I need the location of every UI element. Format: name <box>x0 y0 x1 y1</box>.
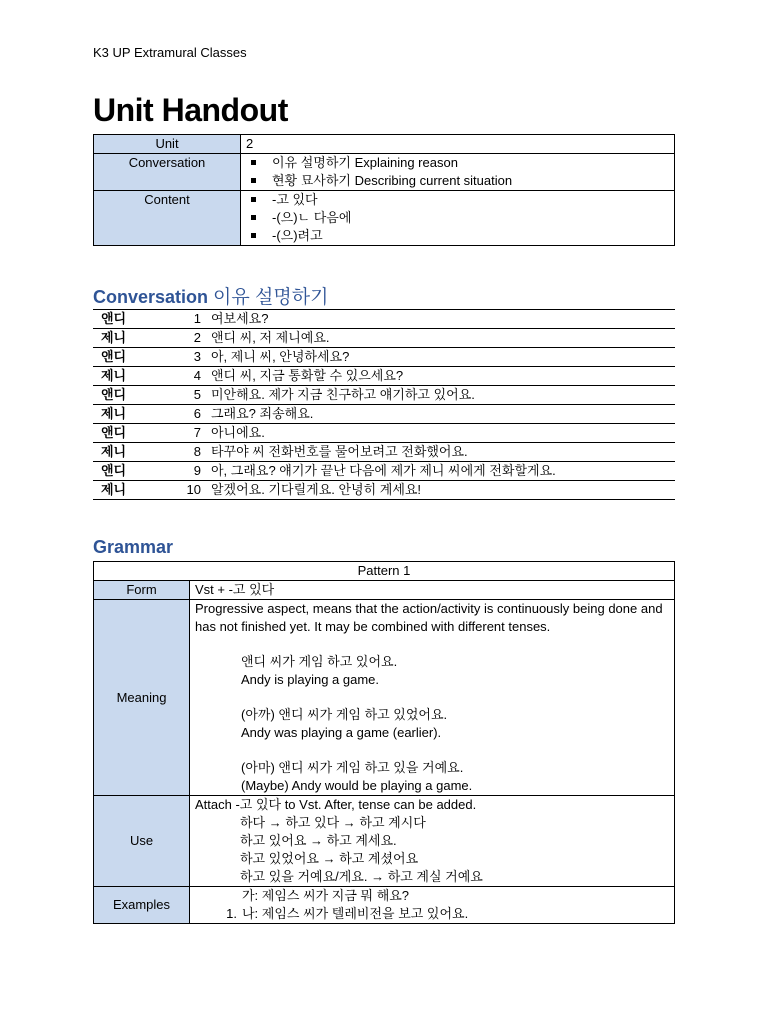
meaning-example-en: Andy was playing a game (earlier). <box>241 725 442 740</box>
content-item: -고 있다 <box>246 191 674 209</box>
line-number: 9 <box>183 462 211 481</box>
use-line: 하고 있을 거예요/게요. → 하고 계실 거예요 <box>240 869 483 884</box>
unit-row <box>94 135 675 154</box>
dialogue-line <box>93 481 675 500</box>
meaning-label: Meaning <box>94 600 190 796</box>
conversation-label: Conversation <box>94 154 241 191</box>
meaning-example-ko: 앤디 씨가 게임 하고 있어요. <box>241 654 398 669</box>
use-line: Attach -고 있다 to Vst. After, tense can be added. <box>195 797 477 812</box>
meaning-example-ko: (아마) 앤디 씨가 게임 하고 있을 거예요. <box>241 760 464 775</box>
conversation-topic: 이유 설명하기 Explaining reason <box>246 154 674 172</box>
dialogue-line <box>93 386 675 405</box>
dialogue-table <box>93 309 675 500</box>
dialogue-line <box>93 462 675 481</box>
line-text: 여보세요? <box>211 310 675 329</box>
examples-cell <box>190 887 675 924</box>
speaker-name: 제니 <box>93 405 183 424</box>
line-number: 1 <box>183 310 211 329</box>
dialogue-line <box>93 367 675 386</box>
pattern-title: Pattern 1 <box>94 562 675 581</box>
line-number: 2 <box>183 329 211 348</box>
speaker-name: 앤디 <box>93 424 183 443</box>
dialogue-line <box>93 424 675 443</box>
speaker-name: 앤디 <box>93 462 183 481</box>
speaker-name: 제니 <box>93 329 183 348</box>
speaker-name: 제니 <box>93 481 183 500</box>
example-item <box>195 887 674 923</box>
line-text: 미안해요. 제가 지금 친구하고 얘기하고 있어요. <box>211 386 675 405</box>
line-number: 6 <box>183 405 211 424</box>
conversation-heading <box>93 282 328 309</box>
line-text: 앤디 씨, 지금 통화할 수 있으세요? <box>211 367 675 386</box>
conversation-topic: 현황 묘사하기 Describing current situation <box>246 172 674 190</box>
dialogue-line <box>93 329 675 348</box>
content-label: Content <box>94 191 241 246</box>
meaning-example-ko: (아까) 앤디 씨가 게임 하고 있었어요. <box>241 707 448 722</box>
speaker-name: 앤디 <box>93 310 183 329</box>
line-number: 7 <box>183 424 211 443</box>
speaker-name: 제니 <box>93 367 183 386</box>
content-item: -(으)ㄴ 다음에 <box>246 209 674 227</box>
use-label: Use <box>94 796 190 887</box>
line-number: 5 <box>183 386 211 405</box>
meaning-description: Progressive aspect, means that the action/activity is continuously being done and has not finished yet. It may be combined with different tenses. <box>195 601 663 634</box>
dialogue-line <box>93 310 675 329</box>
dialogue-line <box>93 348 675 367</box>
form-label: Form <box>94 581 190 600</box>
line-text: 아, 그래요? 얘기가 끝난 다음에 제가 제니 씨에게 전화할게요. <box>211 462 675 481</box>
line-text: 아니에요. <box>211 424 675 443</box>
page-title: Unit Handout <box>93 92 288 128</box>
meaning-cell <box>190 600 675 796</box>
line-text: 아, 제니 씨, 안녕하세요? <box>211 348 675 367</box>
line-number: 8 <box>183 443 211 462</box>
content-row <box>94 191 675 246</box>
speaker-name: 앤디 <box>93 348 183 367</box>
line-text: 그래요? 죄송해요. <box>211 405 675 424</box>
use-cell <box>190 796 675 887</box>
conversation-topic-list <box>246 154 674 190</box>
content-item: -(으)려고 <box>246 227 674 245</box>
example-number: 1. <box>226 906 237 921</box>
use-line: 하고 있어요 → 하고 계세요. <box>240 833 397 848</box>
meaning-example-en: Andy is playing a game. <box>241 672 380 687</box>
line-number: 4 <box>183 367 211 386</box>
examples-list <box>195 887 674 923</box>
unit-label: Unit <box>94 135 241 154</box>
conversation-row <box>94 154 675 191</box>
line-number: 3 <box>183 348 211 367</box>
header-org: K3 UP Extramural Classes <box>93 45 247 60</box>
form-value: Vst + -고 있다 <box>190 581 675 600</box>
grammar-heading: Grammar <box>93 537 174 557</box>
examples-label: Examples <box>94 887 190 924</box>
example-line: 가: 제임스 씨가 지금 뭐 해요? <box>242 888 410 903</box>
line-text: 앤디 씨, 저 제니예요. <box>211 329 675 348</box>
speaker-name: 제니 <box>93 443 183 462</box>
unit-value: 2 <box>241 135 675 154</box>
dialogue-line <box>93 443 675 462</box>
line-number: 10 <box>183 481 211 500</box>
use-line: 하다 → 하고 있다 → 하고 계시다 <box>240 815 426 830</box>
dialogue-line <box>93 405 675 424</box>
meaning-example-en: (Maybe) Andy would be playing a game. <box>241 778 473 793</box>
line-text: 타꾸야 씨 전화번호를 물어보려고 전화했어요. <box>211 443 675 462</box>
conversation-heading-ko: 이유 설명하기 <box>213 287 329 308</box>
speaker-name: 앤디 <box>93 386 183 405</box>
content-grammar-list <box>246 191 674 245</box>
use-line: 하고 있었어요 → 하고 계셨어요 <box>240 851 419 866</box>
conversation-heading-en: Conversation <box>93 287 209 307</box>
example-line: 나: 제임스 씨가 텔레비전을 보고 있어요. <box>242 906 469 921</box>
grammar-pattern-table <box>93 561 675 924</box>
line-text: 알겠어요. 기다릴게요. 안녕히 계세요! <box>211 481 675 500</box>
unit-info-table <box>93 134 675 246</box>
